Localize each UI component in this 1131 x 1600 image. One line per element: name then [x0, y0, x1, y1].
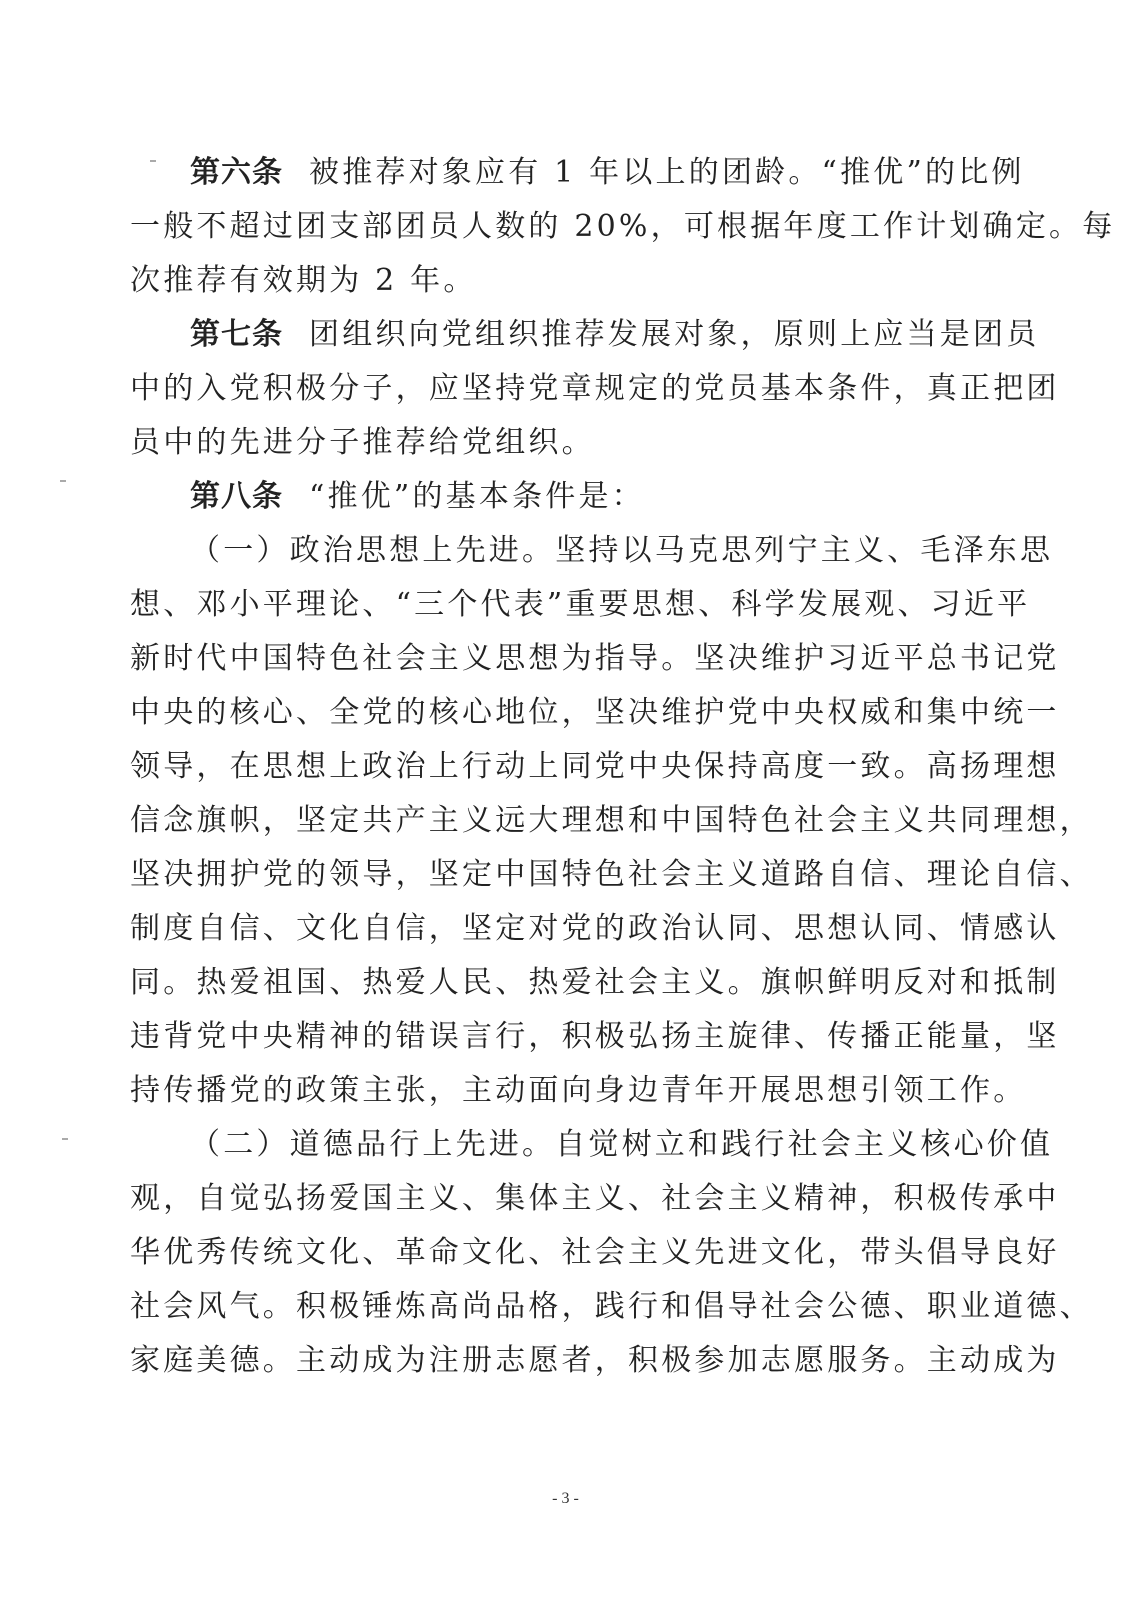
item-1-line-5: 领导，在思想上政治上行动上同党中央保持高度一致。高扬理想: [130, 749, 1060, 784]
item-1-line-2: 想、邓小平理论、“三个代表”重要思想、科学发展观、习近平: [130, 587, 1031, 622]
article-6-label: 第六条: [190, 155, 283, 190]
item-1-line-11: 持传播党的政策主张，主动面向身边青年开展思想引领工作。: [130, 1073, 1027, 1108]
scan-speck: [60, 480, 66, 482]
item-1-line-4: 中央的核心、全党的核心地位，坚决维护党中央权威和集中统一: [130, 695, 1060, 730]
item-2-line-5: 家庭美德。主动成为注册志愿者，积极参加志愿服务。主动成为: [130, 1343, 1060, 1378]
item-1-line-9: 同。热爱祖国、热爱人民、热爱社会主义。旗帜鲜明反对和抵制: [130, 965, 1060, 1000]
article-7-label: 第七条: [190, 317, 283, 352]
item-2-line-2: 观，自觉弘扬爱国主义、集体主义、社会主义精神，积极传承中: [130, 1181, 1060, 1216]
document-body: [130, 146, 1116, 1388]
item-2-line-1: （二）道德品行上先进。自觉树立和践行社会主义核心价值: [190, 1127, 1054, 1162]
article-6-line-2: 一般不超过团支部团员人数的 20%，可根据年度工作计划确定。每: [130, 209, 1116, 244]
item-1-line-6: 信念旗帜，坚定共产主义远大理想和中国特色社会主义共同理想，: [130, 803, 1093, 838]
article-7-text: 团组织向党组织推荐发展对象，原则上应当是团员: [309, 317, 1040, 352]
item-1-line-8: 制度自信、文化自信，坚定对党的政治认同、思想认同、情感认: [130, 911, 1060, 946]
item-1-line-10: 违背党中央精神的错误言行，积极弘扬主旋律、传播正能量，坚: [130, 1019, 1060, 1054]
page-number: - 3 -: [552, 1490, 579, 1507]
article-7-line-3: 员中的先进分子推荐给党组织。: [130, 425, 595, 460]
item-2-line-4: 社会风气。积极锤炼高尚品格，践行和倡导社会公德、职业道德、: [130, 1289, 1093, 1324]
item-1-line-7: 坚决拥护党的领导，坚定中国特色社会主义道路自信、理论自信、: [130, 857, 1093, 892]
article-6-text: 被推荐对象应有 1 年以上的团龄。“推优”的比例: [309, 155, 1025, 190]
article-7-line-1: [130, 308, 1040, 362]
item-1-line-1: （一）政治思想上先进。坚持以马克思列宁主义、毛泽东思: [190, 533, 1054, 568]
item-1-line-3: 新时代中国特色社会主义思想为指导。坚决维护习近平总书记党: [130, 641, 1060, 676]
article-6-line-1: [130, 146, 1025, 200]
article-6-line-3: 次推荐有效期为 2 年。: [130, 263, 477, 298]
article-7-line-2: 中的入党积极分子，应坚持党章规定的党员基本条件，真正把团: [130, 371, 1060, 406]
article-8-label: 第八条: [190, 479, 283, 514]
article-8-line-1: [130, 470, 972, 524]
scan-speck: [62, 1138, 68, 1140]
article-8-text: “推优”的基本条件是：: [309, 479, 645, 514]
item-2-line-3: 华优秀传统文化、革命文化、社会主义先进文化，带头倡导良好: [130, 1235, 1060, 1270]
